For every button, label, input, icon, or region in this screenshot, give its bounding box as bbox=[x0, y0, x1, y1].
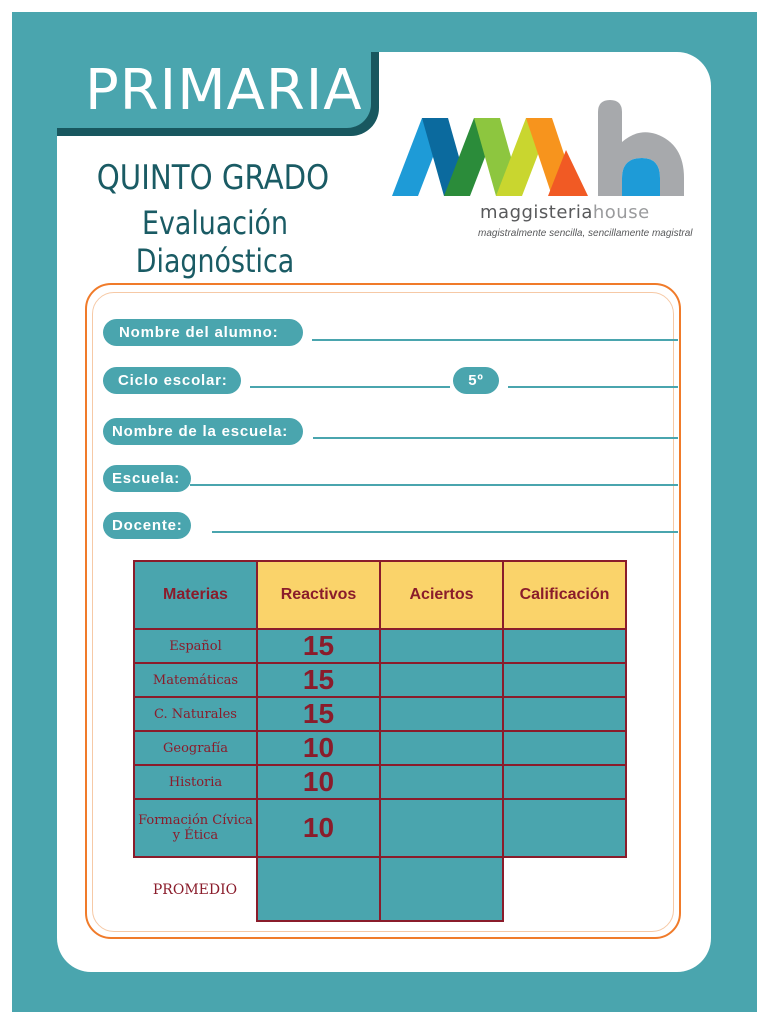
grade-title: QUINTO GRADO bbox=[96, 158, 330, 198]
school-cycle-line[interactable] bbox=[250, 386, 450, 388]
brand-logo bbox=[388, 98, 693, 248]
aciertos-cell[interactable] bbox=[380, 663, 503, 697]
average-aciertos-cell[interactable] bbox=[380, 857, 503, 921]
subject-cell: Formación Cívica y Ética bbox=[134, 799, 257, 857]
table-row bbox=[134, 765, 626, 799]
average-label: PROMEDIO bbox=[134, 857, 257, 921]
calificacion-cell[interactable] bbox=[503, 765, 626, 799]
teacher-line[interactable] bbox=[212, 531, 678, 533]
average-reactivos-cell[interactable] bbox=[257, 857, 380, 921]
school-name-label: Nombre de la escuela: bbox=[103, 418, 303, 445]
grade-group-line[interactable] bbox=[508, 386, 678, 388]
header-calificacion: Calificación bbox=[503, 561, 626, 629]
school-label: Escuela: bbox=[103, 465, 191, 492]
table-header-row bbox=[134, 561, 626, 629]
subject-cell: Historia bbox=[134, 765, 257, 799]
school-cycle-label: Ciclo escolar: bbox=[103, 367, 241, 394]
subject-cell: Matemáticas bbox=[134, 663, 257, 697]
brand-name: maggisteriahouse bbox=[480, 202, 650, 223]
subject-cell: C. Naturales bbox=[134, 697, 257, 731]
aciertos-cell[interactable] bbox=[380, 629, 503, 663]
reactivos-cell: 10 bbox=[257, 731, 380, 765]
table-row bbox=[134, 663, 626, 697]
reactivos-cell: 15 bbox=[257, 697, 380, 731]
table-row bbox=[134, 731, 626, 765]
school-name-line[interactable] bbox=[313, 437, 678, 439]
student-name-line[interactable] bbox=[312, 339, 678, 341]
average-row bbox=[134, 857, 626, 921]
header-reactivos: Reactivos bbox=[257, 561, 380, 629]
table-row bbox=[134, 697, 626, 731]
brand-tagline: magistralmente sencilla, sencillamente magistral bbox=[478, 228, 693, 239]
subject-cell: Geografía bbox=[134, 731, 257, 765]
grade-badge: 5º bbox=[453, 367, 499, 394]
school-line[interactable] bbox=[190, 484, 678, 486]
aciertos-cell[interactable] bbox=[380, 799, 503, 857]
calificacion-cell[interactable] bbox=[503, 799, 626, 857]
calificacion-cell[interactable] bbox=[503, 663, 626, 697]
evaluation-subtitle: Evaluación Diagnóstica bbox=[135, 204, 295, 280]
table-row bbox=[134, 799, 626, 857]
header-aciertos: Aciertos bbox=[380, 561, 503, 629]
student-name-label: Nombre del alumno: bbox=[103, 319, 303, 346]
reactivos-cell: 10 bbox=[257, 765, 380, 799]
calificacion-cell[interactable] bbox=[503, 629, 626, 663]
calificacion-cell[interactable] bbox=[503, 731, 626, 765]
aciertos-cell[interactable] bbox=[380, 697, 503, 731]
grades-table bbox=[133, 560, 627, 922]
header-materias: Materias bbox=[134, 561, 257, 629]
table-row bbox=[134, 629, 626, 663]
reactivos-cell: 10 bbox=[257, 799, 380, 857]
calificacion-cell[interactable] bbox=[503, 697, 626, 731]
subject-cell: Español bbox=[134, 629, 257, 663]
reactivos-cell: 15 bbox=[257, 629, 380, 663]
aciertos-cell[interactable] bbox=[380, 765, 503, 799]
level-title: PRIMARIA bbox=[57, 52, 371, 128]
reactivos-cell: 15 bbox=[257, 663, 380, 697]
teacher-label: Docente: bbox=[103, 512, 191, 539]
average-blank bbox=[503, 857, 626, 921]
aciertos-cell[interactable] bbox=[380, 731, 503, 765]
